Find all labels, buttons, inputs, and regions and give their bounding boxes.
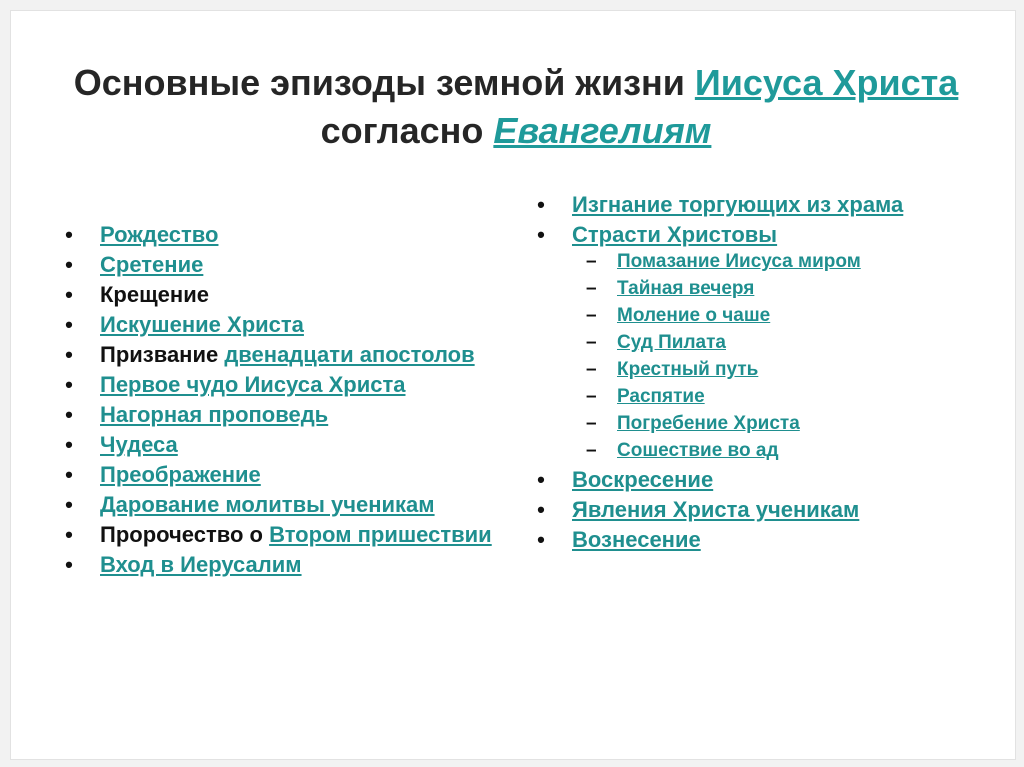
list-item: [531, 467, 1001, 493]
link-anointing[interactable]: Помазание Иисуса миром: [617, 251, 861, 272]
slide: [10, 10, 1016, 760]
link-appearances[interactable]: Явления Христа ученикам: [572, 497, 860, 522]
title-link-jesus-christ[interactable]: Иисуса Христа: [694, 62, 959, 103]
bullet-icon: •: [537, 527, 545, 552]
dash-icon: –: [586, 278, 597, 299]
bullet-icon: •: [65, 432, 73, 457]
sublist-item: [572, 412, 1001, 436]
slide-title: [51, 59, 981, 155]
list-item: [59, 462, 519, 488]
link-passion[interactable]: Страсти Христовы: [572, 222, 778, 247]
passion-sublist: [572, 250, 1001, 463]
dash-icon: –: [586, 440, 597, 461]
list-item: [531, 222, 1001, 463]
list-item: [59, 252, 519, 278]
dash-icon: –: [586, 305, 597, 326]
dash-icon: –: [586, 251, 597, 272]
text-baptism: Крещение: [100, 282, 209, 307]
list-item: [531, 192, 1001, 218]
list-item: [59, 222, 519, 248]
dash-icon: –: [586, 332, 597, 353]
sublist-item: [572, 385, 1001, 409]
list-item: [59, 432, 519, 458]
bullet-icon: •: [65, 342, 73, 367]
text-calling: Призвание: [100, 342, 225, 367]
dash-icon: –: [586, 359, 597, 380]
sublist-item: [572, 331, 1001, 355]
bullet-icon: •: [537, 497, 545, 522]
bullet-icon: •: [65, 492, 73, 517]
bullet-icon: •: [537, 192, 545, 217]
bullet-icon: •: [65, 552, 73, 577]
link-lords-prayer[interactable]: Дарование молитвы ученикам: [100, 492, 435, 517]
list-item: [59, 402, 519, 428]
list-item: [59, 492, 519, 518]
title-text-middle: согласно: [320, 110, 494, 151]
link-harrowing-hell[interactable]: Сошествие во ад: [617, 440, 779, 461]
list-item: [59, 552, 519, 578]
title-text-start: Основные эпизоды земной жизни: [73, 62, 695, 103]
link-crucifixion[interactable]: Распятие: [617, 386, 705, 407]
link-transfiguration[interactable]: Преображение: [100, 462, 261, 487]
link-second-coming[interactable]: Втором пришествии: [269, 522, 492, 547]
bullet-icon: •: [65, 222, 73, 247]
dash-icon: –: [586, 386, 597, 407]
bullet-icon: •: [65, 252, 73, 277]
list-item: [59, 342, 519, 368]
list-item: [59, 522, 519, 548]
link-first-miracle[interactable]: Первое чудо Иисуса Христа: [100, 372, 406, 397]
link-miracles[interactable]: Чудеса: [100, 432, 178, 457]
left-episode-list: [59, 222, 519, 582]
list-item: [59, 312, 519, 338]
sublist-item: [572, 250, 1001, 274]
bullet-icon: •: [537, 467, 545, 492]
link-last-supper[interactable]: Тайная вечеря: [617, 278, 755, 299]
link-cleansing-temple[interactable]: Изгнание торгующих из храма: [572, 192, 904, 217]
link-agony-garden[interactable]: Моление о чаше: [617, 305, 771, 326]
link-ascension[interactable]: Вознесение: [572, 527, 701, 552]
link-burial[interactable]: Погребение Христа: [617, 413, 800, 434]
link-entry-jerusalem[interactable]: Вход в Иерусалим: [100, 552, 302, 577]
bullet-icon: •: [65, 282, 73, 307]
bullet-icon: •: [65, 372, 73, 397]
link-twelve-apostles[interactable]: двенадцати апостолов: [224, 342, 475, 367]
title-link-gospels[interactable]: Евангелиям: [493, 110, 712, 151]
list-item: [59, 372, 519, 398]
list-item: [531, 497, 1001, 523]
link-nativity[interactable]: Рождество: [100, 222, 219, 247]
link-sermon-on-mount[interactable]: Нагорная проповедь: [100, 402, 329, 427]
sublist-item: [572, 439, 1001, 463]
dash-icon: –: [586, 413, 597, 434]
right-episode-list: [531, 192, 1001, 557]
bullet-icon: •: [65, 402, 73, 427]
sublist-item: [572, 358, 1001, 382]
sublist-item: [572, 277, 1001, 301]
list-item: [531, 527, 1001, 553]
link-temptation[interactable]: Искушение Христа: [100, 312, 304, 337]
list-item: [59, 282, 519, 308]
link-resurrection[interactable]: Воскресение: [572, 467, 714, 492]
link-presentation[interactable]: Сретение: [100, 252, 204, 277]
bullet-icon: •: [537, 222, 545, 247]
bullet-icon: •: [65, 522, 73, 547]
link-way-of-cross[interactable]: Крестный путь: [617, 359, 759, 380]
text-prophecy: Пророчество о: [100, 522, 270, 547]
link-pilate-trial[interactable]: Суд Пилата: [617, 332, 726, 353]
bullet-icon: •: [65, 462, 73, 487]
bullet-icon: •: [65, 312, 73, 337]
sublist-item: [572, 304, 1001, 328]
